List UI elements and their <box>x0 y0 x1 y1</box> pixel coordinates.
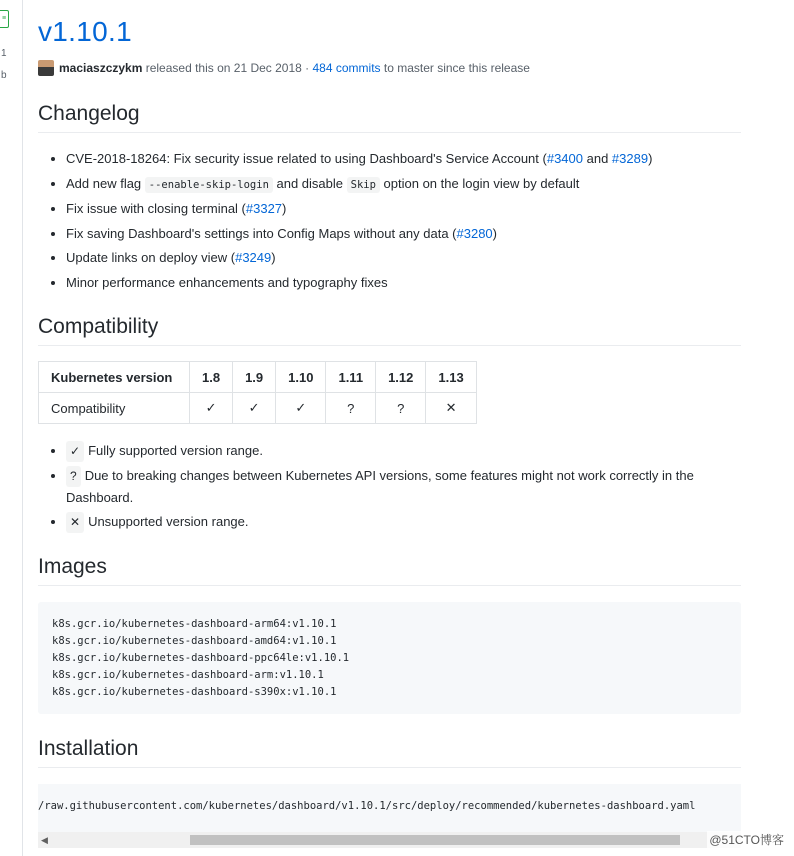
installation-code-block <box>38 784 741 848</box>
sidebar-tag-icon[interactable]: ≡ <box>0 10 9 28</box>
table-cell: ? <box>326 393 376 424</box>
compatibility-legend <box>38 440 756 536</box>
code-line: k8s.gcr.io/kubernetes-dashboard-amd64:v1.10.1 <box>52 635 337 647</box>
released-text: released this on 21 Dec 2018 · <box>142 61 313 75</box>
author-avatar[interactable] <box>38 60 54 76</box>
compatibility-table <box>38 361 477 424</box>
table-cell: ✓ <box>233 393 276 424</box>
code-line: k8s.gcr.io/kubernetes-dashboard-ppc64le:v1.10.1 <box>52 652 350 664</box>
issue-link-3249[interactable]: #3249 <box>235 250 272 265</box>
table-cell: Compatibility <box>39 393 190 424</box>
issue-link-3289[interactable]: #3289 <box>611 151 649 166</box>
code-line: k8s.gcr.io/kubernetes-dashboard-s390x:v1.10.1 <box>52 686 337 698</box>
commits-suffix: to master since this release <box>380 61 530 75</box>
list-item: • ✓ Fully supported version range. <box>66 440 756 462</box>
list-item: • ✕ Unsupported version range. <box>66 511 756 533</box>
table-cell: ✕ <box>426 393 476 424</box>
inline-code-skip: Skip <box>347 177 380 193</box>
author-name-link[interactable]: maciaszczykm <box>59 61 143 75</box>
release-title-link[interactable]: v1.10.1 <box>38 16 132 47</box>
check-icon: ✓ <box>66 441 84 462</box>
issue-link-3327[interactable]: #3327 <box>245 201 283 216</box>
code-line: k8s.gcr.io/kubernetes-dashboard-arm:v1.10.1 <box>52 669 324 681</box>
list-item: • CVE-2018-18264: Fix security issue related to using Dashboard's Service Account (#3400 and #3289) <box>66 147 756 172</box>
table-header-cell: 1.10 <box>276 362 326 393</box>
table-header-cell: Kubernetes version <box>39 362 190 393</box>
code-line: k8s.gcr.io/kubernetes-dashboard-arm64:v1.10.1 <box>52 618 337 630</box>
table-header-cell: 1.8 <box>190 362 233 393</box>
question-icon: ? <box>66 466 81 487</box>
list-item: • Fix saving Dashboard's settings into Config Maps without any data (#3280) <box>66 222 756 247</box>
scroll-left-arrow-icon[interactable]: ◀ <box>41 835 48 845</box>
scrollbar-thumb[interactable] <box>190 835 680 845</box>
compatibility-heading: Compatibility <box>38 315 741 346</box>
install-command: /raw.githubusercontent.com/kubernetes/dashboard/v1.10.1/src/deploy/recommended/kubernetes-dashboard.yaml <box>38 800 696 812</box>
cross-icon: ✕ <box>66 512 84 533</box>
list-item: • Minor performance enhancements and typography fixes <box>66 271 756 296</box>
commits-link[interactable]: 484 commits <box>312 61 381 75</box>
list-item: • Fix issue with closing terminal (#3327) <box>66 197 756 222</box>
issue-link-3400[interactable]: #3400 <box>546 151 583 166</box>
installation-heading: Installation <box>38 737 741 768</box>
sidebar-text-1: 1 <box>1 48 7 59</box>
changelog-heading: Changelog <box>38 102 741 133</box>
list-item: • Update links on deploy view (#3249) <box>66 246 756 271</box>
sidebar-text-2: b <box>1 70 7 81</box>
table-cell: ✓ <box>276 393 326 424</box>
inline-code-flag: --enable-skip-login <box>145 177 273 193</box>
table-header-row <box>39 362 477 393</box>
table-header-cell: 1.13 <box>426 362 476 393</box>
horizontal-scrollbar[interactable] <box>38 832 741 848</box>
watermark-text: @51CTO博客 <box>709 833 784 847</box>
table-cell: ✓ <box>190 393 233 424</box>
left-sidebar <box>0 0 23 856</box>
table-row <box>39 393 477 424</box>
table-header-cell: 1.12 <box>376 362 426 393</box>
images-code-block <box>38 602 741 714</box>
table-header-cell: 1.9 <box>233 362 276 393</box>
issue-link-3280[interactable]: #3280 <box>456 225 493 241</box>
release-meta <box>38 60 530 76</box>
list-item: • Add new flag --enable-skip-login and disable Skip option on the login view by default <box>66 172 756 198</box>
table-cell: ? <box>376 393 426 424</box>
images-heading: Images <box>38 555 741 586</box>
list-item: • ? Due to breaking changes between Kubernetes API versions, some features might not work correctly in the Dashboard. <box>66 465 756 508</box>
changelog-list <box>38 147 756 295</box>
table-header-cell: 1.11 <box>326 362 376 393</box>
